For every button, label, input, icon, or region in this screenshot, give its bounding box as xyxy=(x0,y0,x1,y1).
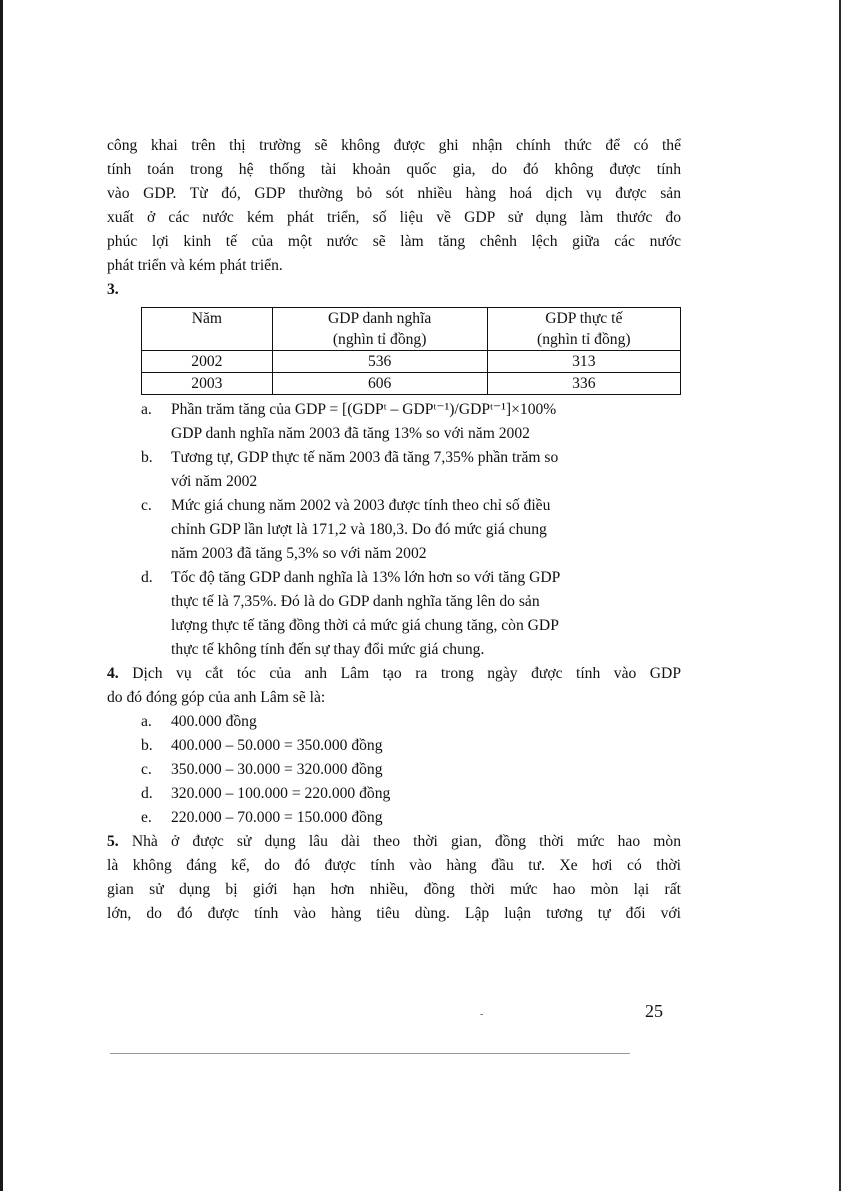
list-item xyxy=(107,782,681,806)
table-cell: 2002 xyxy=(142,351,273,373)
text-line: lớn, do đó được tính vào hàng tiêu dùng. Lập luận tương tự đối với xyxy=(107,905,681,922)
intro-paragraph xyxy=(107,134,681,278)
text-line: thực tế không tính đến sự thay đổi mức giá chung. xyxy=(171,641,485,658)
header-real-gdp: GDP thực tế (nghìn tỉ đồng) xyxy=(487,308,680,351)
text-line: 350.000 – 30.000 = 320.000 đồng xyxy=(171,761,383,778)
table-cell: 313 xyxy=(487,351,680,373)
table-header-row xyxy=(142,308,681,351)
list-item xyxy=(107,758,681,782)
list-item xyxy=(107,734,681,758)
question-number-5: 5. xyxy=(107,833,119,850)
text-line: GDP danh nghĩa năm 2003 đã tăng 13% so với năm 2002 xyxy=(171,425,530,442)
text-line: do đó đóng góp của anh Lâm sẽ là: xyxy=(107,689,326,706)
text-line: phúc lợi kinh tế của một nước sẽ làm tăng chênh lệch giữa các nước xyxy=(107,233,681,250)
text-line: 400.000 đồng xyxy=(171,713,257,730)
page-content xyxy=(107,134,681,926)
text-line: phát triển và kém phát triển. xyxy=(107,257,283,274)
text-line: lượng thực tế tăng đồng thời cả mức giá chung tăng, còn GDP xyxy=(171,617,559,634)
text-line: chỉnh GDP lần lượt là 171,2 và 180,3. Do đó mức giá chung xyxy=(171,521,547,538)
text-line: 5. Nhà ở được sử dụng lâu dài theo thời gian, đồng thời mức hao mòn xyxy=(107,833,682,850)
text-line: 320.000 – 100.000 = 220.000 đồng xyxy=(171,785,391,802)
text-line: gian sử dụng bị giới hạn hơn nhiều, đồng thời mức hao mòn lại rất xyxy=(107,881,681,898)
scan-border-left xyxy=(0,0,3,1191)
text-line: Mức giá chung năm 2002 và 2003 được tính theo chỉ số điều xyxy=(171,497,551,514)
text-line: Phần trăm tăng của GDP = [(GDPᵗ – GDPᵗ⁻¹)/GDPᵗ⁻¹]×100% xyxy=(171,401,557,418)
table-row xyxy=(142,351,681,373)
text-line: thực tế là 7,35%. Đó là do GDP danh nghĩa tăng lên do sản xyxy=(171,593,540,610)
page-number: 25 xyxy=(645,1001,663,1021)
item-label: a. xyxy=(141,713,152,730)
item-label: a. xyxy=(141,401,152,418)
table-cell: 606 xyxy=(272,373,487,395)
footer-rule xyxy=(110,1053,630,1054)
text-line: xuất ở các nước kém phát triển, số liệu về GDP sử dụng làm thước đo xyxy=(107,209,681,226)
item-label: c. xyxy=(141,497,152,514)
item-label: d. xyxy=(141,785,153,802)
text-line: công khai trên thị trường sẽ không được ghi nhận chính thức để có thể xyxy=(107,137,681,154)
print-mark: - xyxy=(480,1009,484,1020)
table-cell: 536 xyxy=(272,351,487,373)
item-label: e. xyxy=(141,809,152,826)
text-line: là không đáng kể, do đó được tính vào hàng đầu tư. Xe hơi có thời xyxy=(107,857,681,874)
table-cell: 2003 xyxy=(142,373,273,395)
list-item xyxy=(107,398,681,446)
text-line: năm 2003 đã tăng 5,3% so với năm 2002 xyxy=(171,545,427,562)
item-label: b. xyxy=(141,737,153,754)
text-line: Tương tự, GDP thực tế năm 2003 đã tăng 7,35% phần trăm so xyxy=(171,449,559,466)
header-year: Năm xyxy=(142,308,273,351)
table-row xyxy=(142,373,681,395)
table-cell: 336 xyxy=(487,373,680,395)
list-item xyxy=(107,566,681,662)
list-item xyxy=(107,494,681,566)
text-line: 220.000 – 70.000 = 150.000 đồng xyxy=(171,809,383,826)
gdp-table xyxy=(141,307,681,395)
item-label: d. xyxy=(141,569,153,586)
header-nominal-gdp: GDP danh nghĩa (nghìn tỉ đồng) xyxy=(272,308,487,351)
text-line: tính toán trong hệ thống tài khoản quốc gia, do đó không được tính xyxy=(107,161,681,178)
question-number-3: 3. xyxy=(107,281,119,298)
text-line: 400.000 – 50.000 = 350.000 đồng xyxy=(171,737,383,754)
text-line: vào GDP. Từ đó, GDP thường bỏ sót nhiều hàng hoá dịch vụ được sản xyxy=(107,185,681,202)
text-line: với năm 2002 xyxy=(171,473,258,490)
item-label: c. xyxy=(141,761,152,778)
question-5-paragraph xyxy=(107,830,681,926)
item-label: b. xyxy=(141,449,153,466)
question-4-paragraph xyxy=(107,662,681,710)
list-item xyxy=(107,446,681,494)
list-item xyxy=(107,806,681,830)
list-item xyxy=(107,710,681,734)
text-line: Tốc độ tăng GDP danh nghĩa là 13% lớn hơn so với tăng GDP xyxy=(171,569,561,586)
text-line: 4. Dịch vụ cắt tóc của anh Lâm tạo ra trong ngày được tính vào GDP xyxy=(107,665,681,682)
question-number-4: 4. xyxy=(107,665,119,682)
